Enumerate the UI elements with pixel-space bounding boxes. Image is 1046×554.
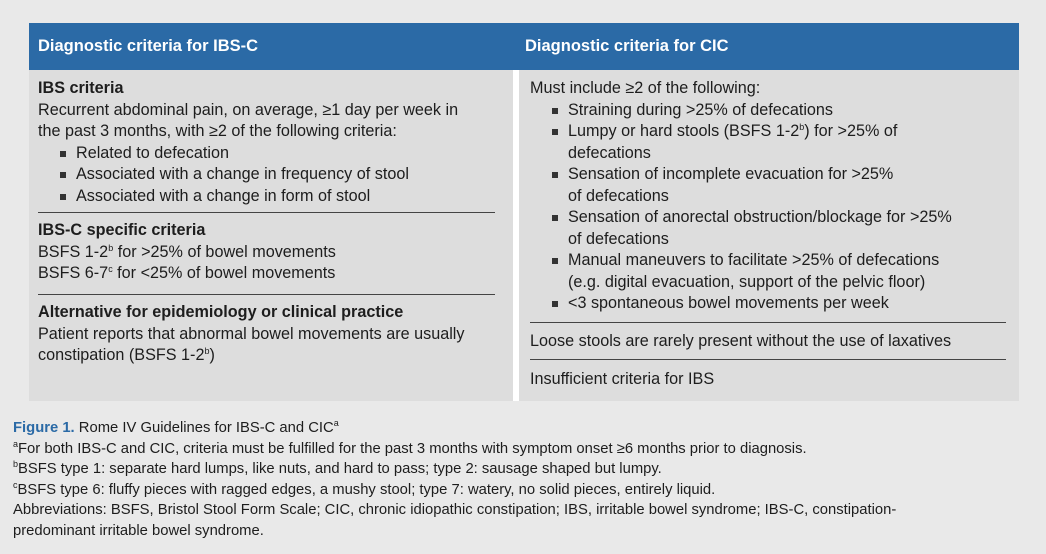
cic-column [513,70,1019,401]
list-item: Manual maneuvers to facilitate >25% of defecations (e.g. digital evacuation, support of the pelvic floor) [530,250,1001,293]
figure-title: Figure 1. Rome IV Guidelines for IBS-C and CIC$^a$ [13,418,339,436]
list-item: Related to defecation [38,143,495,165]
ibs-c-specific-section [38,220,495,285]
alternative-title: Alternative for epidemiology or clinical practice [38,303,404,321]
divider [38,294,495,295]
cic-criteria-section [530,78,1001,315]
list-item: Lumpy or hard stools (BSFS 1-2$^b$) for >25% of defecations [530,121,1001,164]
ibs-c-specific-line2: BSFS 6-7$^c$ for <25% of bowel movements [38,264,336,282]
ibs-c-column [29,70,513,401]
footnote-c: $^c$BSFS type 6: fluffy pieces with ragged edges, a mushy stool; type 7: watery, no solid pieces, entirely liquid. [13,479,716,498]
ibs-criteria-section [38,78,495,207]
ibs-c-column-heading: Diagnostic criteria for IBS-C [38,37,259,55]
insufficient-criteria-text: Insufficient criteria for IBS [530,370,715,388]
cic-intro: Must include ≥2 of the following: [530,79,761,97]
list-item: Straining during >25% of defecations [530,100,1001,122]
ibs-criteria-title: IBS criteria [38,79,124,97]
list-item: Sensation of anorectal obstruction/blockage for >25% of defecations [530,207,1001,250]
loose-stools-text: Loose stools are rarely present without the use of laxatives [530,332,952,350]
alternative-line1: Patient reports that abnormal bowel movements are usually [38,324,465,343]
table-header [29,23,1019,70]
ibs-c-specific-title: IBS-C specific criteria [38,221,206,239]
cic-criteria-list [530,100,1001,315]
list-item: <3 spontaneous bowel movements per week [530,293,1001,315]
criteria-table [29,23,1019,401]
ibs-criteria-text-line1: Recurrent abdominal pain, on average, ≥1 day per week in [38,100,459,119]
list-item: Associated with a change in form of stool [38,186,495,208]
figure-label: Figure 1. [13,420,75,436]
list-item: Associated with a change in frequency of stool [38,164,495,186]
ibs-criteria-text-line2: the past 3 months, with ≥2 of the following criteria: [38,122,397,140]
footnote-b: $^b$BSFS type 1: separate hard lumps, like nuts, and hard to pass; type 2: sausage shaped but lumpy. [13,459,662,478]
abbreviations: Abbreviations: BSFS, Bristol Stool Form Scale; CIC, chronic idiopathic constipation; IBS, irritable bowel syndrome; IBS-C, constipation- predominant irritable bowel syndrome. [13,502,897,539]
cic-column-heading: Diagnostic criteria for CIC [525,37,729,55]
divider [38,212,495,213]
divider [530,359,1006,360]
ibs-c-specific-line1: BSFS 1-2$^b$ for >25% of bowel movements [38,242,336,261]
footnote-a: $^a$For both IBS-C and CIC, criteria must be fulfilled for the past 3 months with symptom onset ≥6 months prior to diagnosis. [13,438,807,457]
ibs-criteria-list [38,143,495,208]
list-item: Sensation of incomplete evacuation for >25% of defecations [530,164,1001,207]
figure-caption [13,418,1023,542]
alternative-section [38,302,495,367]
divider [530,322,1006,323]
alternative-line2: constipation (BSFS 1-2$^b$) [38,346,215,364]
